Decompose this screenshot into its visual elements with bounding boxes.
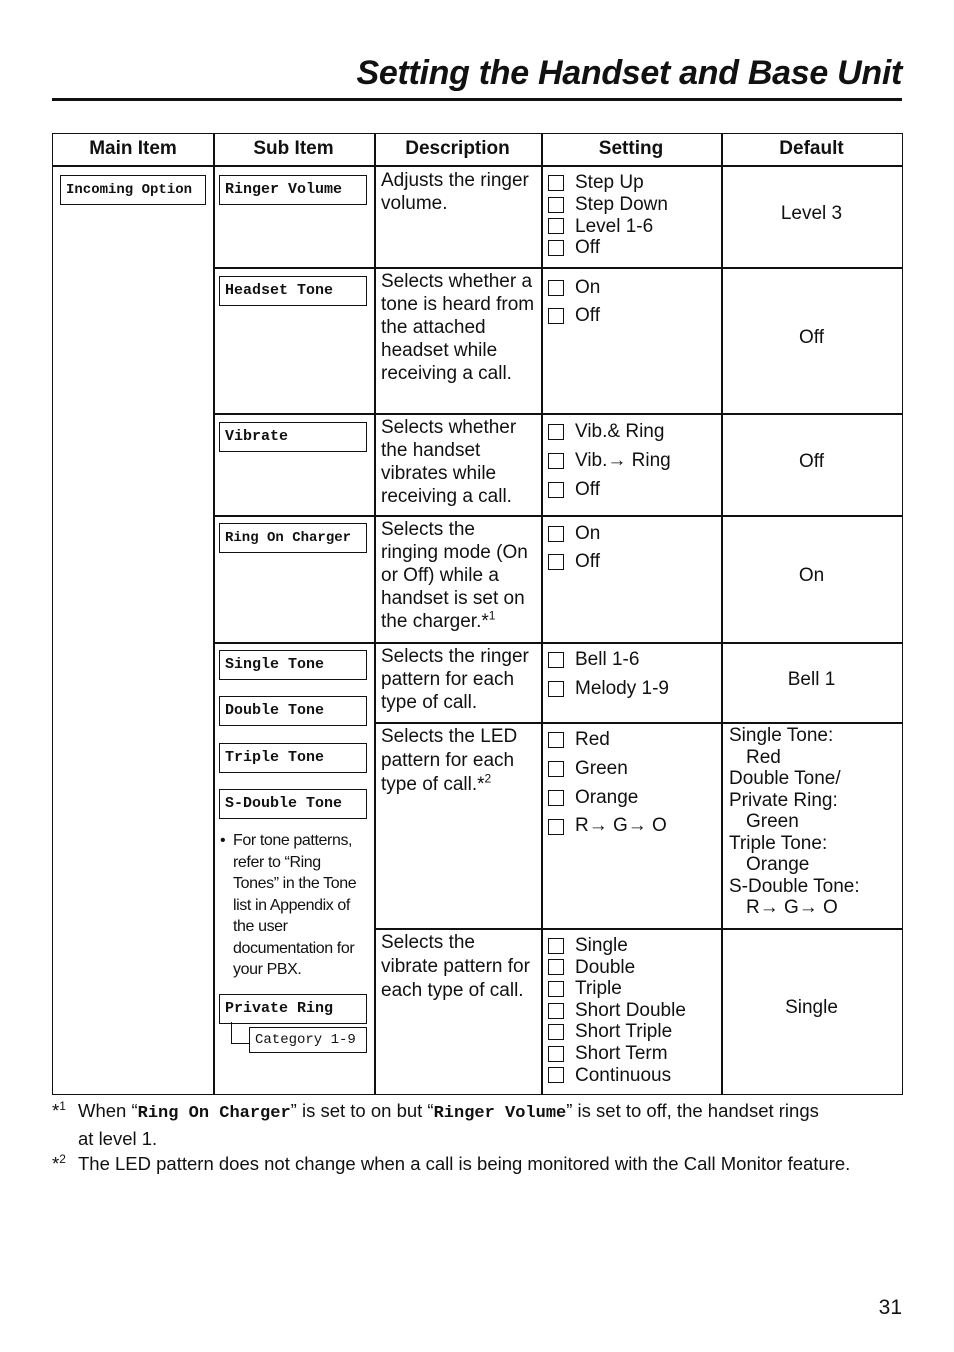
row-divider [213,267,902,269]
settings-led-pattern [548,726,667,841]
checkbox-icon [548,453,564,469]
title-rule [52,98,902,101]
checkbox-icon [548,1003,564,1019]
setting-option: Melody 1-9 [548,674,669,703]
checkbox-icon [548,652,564,668]
checkbox-icon [548,424,564,440]
settings-vibrate-pattern [548,935,686,1086]
setting-option: Double [548,957,686,979]
sub-item-ringer-volume: Ringer Volume [219,175,367,205]
checkbox-icon [548,482,564,498]
header-setting: Setting [598,138,664,159]
checkbox-icon [548,790,564,806]
description-ringer-pattern: Selects the ringer pattern for each type of call. [381,646,529,713]
checkbox-icon [548,197,564,213]
main-item-incoming-option: Incoming Option [60,175,206,205]
row-divider [374,722,902,724]
sub-item-headset-tone: Headset Tone [219,276,367,306]
sub-item-vibrate: Vibrate [219,422,367,452]
setting-option: Off [548,475,671,504]
setting-option: On [548,520,600,548]
settings-ring-on-charger [548,520,600,576]
checkbox-icon [548,819,564,835]
setting-option: Level 1-6 [548,216,668,238]
setting-option: Step Down [548,194,668,216]
checkbox-icon [548,938,564,954]
sub-item-s-double-tone: S-Double Tone [219,789,367,819]
row-divider [213,515,902,517]
page-number: 31 [878,1296,902,1319]
row-divider [374,928,902,930]
footnote-mark: *$^2$ [52,1151,66,1174]
footnote-mark: *$^1$ [52,1098,66,1121]
settings-headset-tone [548,274,600,330]
checkbox-icon [548,681,564,697]
default-headset-tone: Off [799,327,824,348]
default-led-pattern: Single Tone: Red Double Tone/ Private Ring: Green Triple Tone: Orange S-Double Tone: R→ G→ O [729,725,860,918]
sub-item-double-tone: Double Tone [219,696,367,726]
checkbox-icon [548,959,564,975]
checkbox-icon [548,761,564,777]
sub-item-ring-on-charger: Ring On Charger [219,523,367,553]
header-default: Default [779,138,844,159]
checkbox-icon [548,240,564,256]
checkbox-icon [548,981,564,997]
description-led-pattern: Selects the LED pattern for each type of call.*$^2$ [381,726,518,795]
row-divider [213,642,902,644]
bullet-icon: • [220,832,226,849]
description-vibrate: Selects whether the handset vibrates while receiving a call. [381,417,517,507]
setting-option: Bell 1-6 [548,645,669,674]
header-sub-item: Sub Item [253,138,334,159]
checkbox-icon [548,175,564,191]
setting-option: R→ G→ O [548,812,667,841]
checkbox-icon [548,732,564,748]
checkbox-icon [548,1024,564,1040]
footnote-2: *$^2$ The LED pattern does not change when a call is being monitored with the Call Monitor feature. [52,1151,851,1174]
setting-option: Red [548,726,667,755]
setting-option: Vib.→ Ring [548,446,671,475]
checkbox-icon [548,526,564,542]
description-ring-on-charger: Selects the ringing mode (On or Off) while a handset is set on the charger.*$^1$ [381,519,528,632]
setting-option: Short Double [548,1000,686,1022]
setting-option: Continuous [548,1065,686,1087]
setting-option: Orange [548,784,667,813]
sub-item-single-tone: Single Tone [219,650,367,680]
column-divider [213,134,215,1094]
column-divider [541,134,543,1094]
description-ringer-volume: Adjusts the ringer volume. [381,170,529,214]
setting-option: Vib.& Ring [548,417,671,446]
setting-option: Off [548,548,600,576]
default-ringer-volume: Level 3 [780,203,843,224]
setting-option: Short Triple [548,1021,686,1043]
setting-option: Green [548,755,667,784]
checkbox-icon [548,308,564,324]
sub-item-category: Category 1-9 [249,1027,367,1053]
default-ringer-pattern: Bell 1 [787,669,836,690]
setting-option: Triple [548,978,686,1000]
description-headset-tone: Selects whether a tone is heard from the attached headset while receiving a call. [381,271,535,384]
settings-ringer-volume [548,172,668,259]
sub-item-triple-tone: Triple Tone [219,743,367,773]
checkbox-icon [548,1067,564,1083]
tone-pattern-note: • For tone patterns, refer to “Ring Tones” in the Tone list in Appendix of the user documentation for your PBX. [220,832,357,978]
tree-connector-icon [231,1022,250,1044]
header-description: Description [405,138,510,159]
column-divider [721,134,723,1094]
setting-option: On [548,274,600,302]
checkbox-icon [548,218,564,234]
row-divider [213,413,902,415]
settings-ringer-pattern [548,645,669,703]
checkbox-icon [548,554,564,570]
default-ring-on-charger: On [798,565,825,586]
setting-option: Short Term [548,1043,686,1065]
description-vibrate-pattern: Selects the vibrate pattern for each type of call. [381,932,530,1001]
header-main-item: Main Item [89,138,177,159]
checkbox-icon [548,280,564,296]
default-vibrate-pattern: Single [785,997,838,1018]
setting-option: Single [548,935,686,957]
setting-option: Off [548,302,600,330]
settings-vibrate [548,417,671,504]
setting-option: Off [548,237,668,259]
setting-option: Step Up [548,172,668,194]
checkbox-icon [548,1046,564,1062]
sub-item-private-ring: Private Ring [219,994,367,1024]
default-vibrate: Off [799,451,824,472]
footnote-1: *$^1$ When “Ring On Charger” is set to on but “Ringer Volume” is set to off, the handset rings at level 1. [52,1098,819,1149]
page-title: Setting the Handset and Base Unit [356,54,902,92]
column-divider [374,134,376,1094]
